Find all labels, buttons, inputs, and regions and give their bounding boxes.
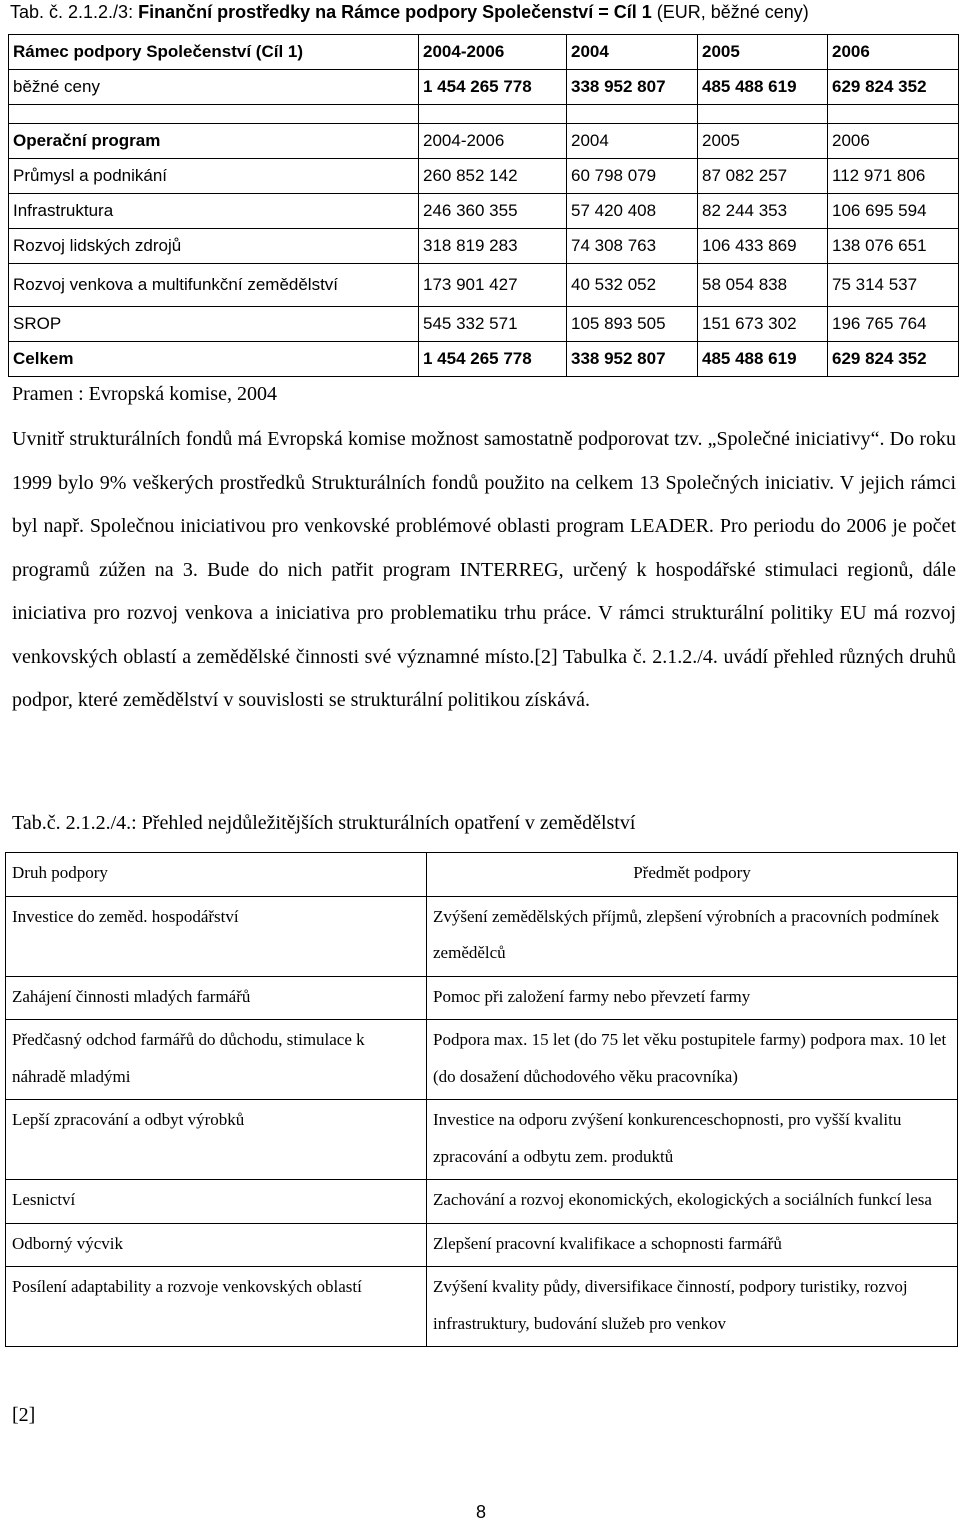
table-row	[6, 1223, 958, 1267]
table-cell: 75 314 537	[828, 264, 959, 307]
table-cell: Rozvoj lidských zdrojů	[9, 229, 419, 264]
caption-prefix: Tab. č. 2.1.2./3:	[10, 2, 134, 22]
table-row	[6, 976, 958, 1020]
table-cell: 1 454 265 778	[419, 70, 567, 105]
caption-suffix: (EUR, běžné ceny)	[651, 2, 809, 22]
table-cell: 58 054 838	[698, 264, 828, 307]
table-cell: 629 824 352	[828, 70, 959, 105]
table-cell: Investice do zeměd. hospodářství	[6, 896, 427, 976]
table-cell: 2004	[567, 35, 698, 70]
table-cell: 57 420 408	[567, 194, 698, 229]
table-row	[6, 1267, 958, 1347]
table-row	[6, 1180, 958, 1224]
table-cell: Zahájení činnosti mladých farmářů	[6, 976, 427, 1020]
table-cell: 260 852 142	[419, 159, 567, 194]
table-cell: 106 695 594	[828, 194, 959, 229]
measures-table	[5, 852, 958, 1347]
table-cell: 82 244 353	[698, 194, 828, 229]
table-cell: běžné ceny	[9, 70, 419, 105]
table-row	[6, 1100, 958, 1180]
table-cell: Lesnictví	[6, 1180, 427, 1224]
table-cell: 338 952 807	[567, 70, 698, 105]
financial-table	[8, 34, 959, 377]
table-header-row	[9, 35, 959, 70]
table-row	[9, 159, 959, 194]
table-cell: 2006	[828, 35, 959, 70]
table-cell: 2005	[698, 124, 828, 159]
table-cell: 2004-2006	[419, 124, 567, 159]
table-row	[9, 194, 959, 229]
table-row-prices	[9, 70, 959, 105]
body-paragraph: Uvnitř strukturálních fondů má Evropská komise možnost samostatně podporovat tzv. „Společné iniciativy“. Do roku 1999 bylo 9% veškerých prostředků Strukturálních fondů použito na celkem 13 Společných iniciativ. V jejich rámci byl např. Společnou iniciativou pro venkovské problémové oblasti program LEADER. Pro periodu do 2006 je počet programů zúžen na 3. Bude do nich patřit program INTERREG, určený k hospodářské stimulaci regionů, dále iniciativa pro rozvoj venkova a iniciativa pro problematiku trhu práce. V rámci strukturální politiky EU má rozvoj venkovských oblastí a zemědělské činnosti své významné místo.[2] Tabulka č. 2.1.2./4. uvádí přehled různých druhů podpor, které zemědělství v souvislosti se strukturální politikou získává.	[12, 428, 956, 711]
table-cell: Zvýšení zemědělských příjmů, zlepšení výrobních a pracovních podmínek zemědělců	[427, 896, 958, 976]
table-cell: Předmět podpory	[427, 853, 958, 897]
table-cell: 74 308 763	[567, 229, 698, 264]
table-cell: 151 673 302	[698, 307, 828, 342]
table-cell: 545 332 571	[419, 307, 567, 342]
table-cell: Investice na odporu zvýšení konkurenceschopnosti, pro vyšší kvalitu zpracování a odbytu zem. produktů	[427, 1100, 958, 1180]
table-cell: 485 488 619	[698, 342, 828, 377]
table-row	[9, 229, 959, 264]
table-cell: Posílení adaptability a rozvoje venkovských oblastí	[6, 1267, 427, 1347]
reference-marker: [2]	[12, 1404, 36, 1426]
table-spacer-row	[9, 105, 959, 124]
table-row	[9, 307, 959, 342]
table-cell: 2006	[828, 124, 959, 159]
table-cell: 2004-2006	[419, 35, 567, 70]
page-number: 8	[476, 1502, 487, 1522]
table-cell: Druh podpory	[6, 853, 427, 897]
table-row	[6, 1020, 958, 1100]
table-cell: 246 360 355	[419, 194, 567, 229]
table-cell: SROP	[9, 307, 419, 342]
table-cell: Rozvoj venkova a multifunkční zemědělství	[9, 264, 419, 307]
table-cell: 105 893 505	[567, 307, 698, 342]
table-row	[6, 896, 958, 976]
table-row	[9, 264, 959, 307]
table-cell: Rámec podpory Společenství (Cíl 1)	[9, 35, 419, 70]
table-cell: Lepší zpracování a odbyt výrobků	[6, 1100, 427, 1180]
table-cell: Průmysl a podnikání	[9, 159, 419, 194]
caption-label: Finanční prostředky na Rámce podpory Společenství = Cíl 1	[133, 2, 652, 22]
table-cell: 173 901 427	[419, 264, 567, 307]
table-caption-measures: Tab.č. 2.1.2./4.: Přehled nejdůležitějších strukturálních opatření v zemědělství	[12, 812, 636, 834]
table-cell: Zlepšení pracovní kvalifikace a schopnosti farmářů	[427, 1223, 958, 1267]
table-op-header-row	[9, 124, 959, 159]
table-cell: 2005	[698, 35, 828, 70]
table-cell: 629 824 352	[828, 342, 959, 377]
table-cell: Celkem	[9, 342, 419, 377]
table-cell: Infrastruktura	[9, 194, 419, 229]
table-cell: 40 532 052	[567, 264, 698, 307]
table-cell: Předčasný odchod farmářů do důchodu, stimulace k náhradě mladými	[6, 1020, 427, 1100]
table-cell: 338 952 807	[567, 342, 698, 377]
table-cell: 1 454 265 778	[419, 342, 567, 377]
table-cell: Zachování a rozvoj ekonomických, ekologických a sociálních funkcí lesa	[427, 1180, 958, 1224]
table-cell: Odborný výcvik	[6, 1223, 427, 1267]
table-cell: 2004	[567, 124, 698, 159]
table-cell: 87 082 257	[698, 159, 828, 194]
table-cell: Operační program	[9, 124, 419, 159]
table-header-row	[6, 853, 958, 897]
table-cell: Podpora max. 15 let (do 75 let věku postupitele farmy) podpora max. 10 let (do dosažení důchodového věku pracovníka)	[427, 1020, 958, 1100]
table-total-row	[9, 342, 959, 377]
table-cell: 60 798 079	[567, 159, 698, 194]
table-cell: 485 488 619	[698, 70, 828, 105]
table-cell: 106 433 869	[698, 229, 828, 264]
table-cell: Zvýšení kvality půdy, diversifikace činností, podpory turistiky, rozvoj infrastruktury, budování služeb pro venkov	[427, 1267, 958, 1347]
table-caption-financial	[10, 2, 809, 23]
table-cell: 112 971 806	[828, 159, 959, 194]
table-cell: 318 819 283	[419, 229, 567, 264]
table-cell: 138 076 651	[828, 229, 959, 264]
source-note: Pramen : Evropská komise, 2004	[12, 383, 277, 405]
table-cell: Pomoc při založení farmy nebo převzetí farmy	[427, 976, 958, 1020]
table-cell: 196 765 764	[828, 307, 959, 342]
